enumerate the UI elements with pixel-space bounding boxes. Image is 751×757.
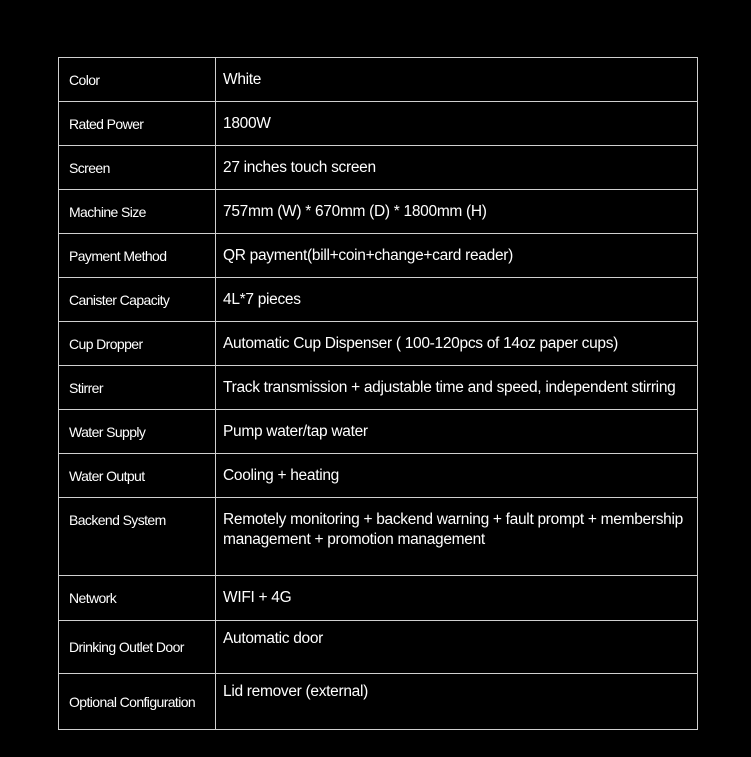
row-label: Cup Dropper	[59, 322, 216, 366]
table-row	[59, 576, 698, 621]
table-row	[59, 102, 698, 146]
row-value: Cooling + heating	[216, 454, 698, 498]
row-label: Canister Capacity	[59, 278, 216, 322]
table-row	[59, 454, 698, 498]
row-label: Optional Configuration	[59, 674, 216, 730]
row-label: Payment Method	[59, 234, 216, 278]
table-row	[59, 190, 698, 234]
row-label: Network	[59, 576, 216, 621]
row-value: White	[216, 58, 698, 102]
row-value: Lid remover (external)	[216, 674, 698, 730]
table-row	[59, 146, 698, 190]
row-label: Water Output	[59, 454, 216, 498]
row-value: 757mm (W) * 670mm (D) * 1800mm (H)	[216, 190, 698, 234]
table-row	[59, 278, 698, 322]
spec-table	[58, 57, 698, 730]
row-value: 27 inches touch screen	[216, 146, 698, 190]
table-row	[59, 366, 698, 410]
row-value: Automatic Cup Dispenser ( 100-120pcs of 14oz paper cups)	[216, 322, 698, 366]
row-value: 4L*7 pieces	[216, 278, 698, 322]
table-row	[59, 234, 698, 278]
table-row	[59, 58, 698, 102]
row-label: Backend System	[59, 498, 216, 576]
row-label: Rated Power	[59, 102, 216, 146]
row-value: Automatic door	[216, 621, 698, 674]
row-value: Pump water/tap water	[216, 410, 698, 454]
table-row	[59, 498, 698, 576]
row-label: Screen	[59, 146, 216, 190]
row-value: Track transmission + adjustable time and speed, independent stirring	[216, 366, 698, 410]
row-label: Stirrer	[59, 366, 216, 410]
row-label: Color	[59, 58, 216, 102]
table-row	[59, 674, 698, 730]
row-value: 1800W	[216, 102, 698, 146]
table-row	[59, 410, 698, 454]
table-row	[59, 322, 698, 366]
row-label: Drinking Outlet Door	[59, 621, 216, 674]
row-value: QR payment(bill+coin+change+card reader)	[216, 234, 698, 278]
table-row	[59, 621, 698, 674]
row-value: Remotely monitoring + backend warning + fault prompt + membership management + promotion management	[216, 498, 698, 576]
row-label: Water Supply	[59, 410, 216, 454]
row-label: Machine Size	[59, 190, 216, 234]
row-value: WIFI + 4G	[216, 576, 698, 621]
